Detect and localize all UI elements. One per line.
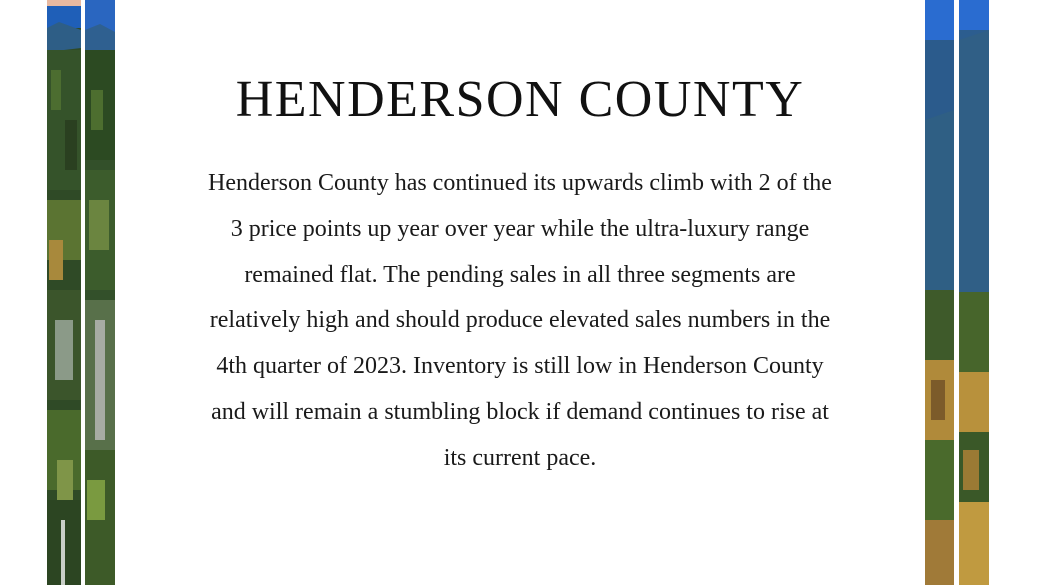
mountain-forest-image	[85, 0, 115, 585]
page-title: HENDERSON COUNTY	[235, 71, 805, 128]
body-line: its current pace.	[443, 444, 597, 471]
mountain-forest-image	[47, 0, 81, 585]
body-paragraph	[140, 161, 900, 482]
body-line: and will remain a stumbling block if demand continues to rise at	[211, 398, 829, 425]
mountain-photo-strip-right-inner	[925, 0, 954, 585]
body-line: remained flat. The pending sales in all three segments are	[244, 261, 796, 288]
mountain-photo-strip-left-outer	[47, 0, 81, 585]
mountain-forest-image	[925, 0, 954, 585]
body-line: 4th quarter of 2023. Inventory is still low in Henderson County	[216, 353, 824, 380]
body-line: Henderson County has continued its upwards climb with 2 of the	[208, 170, 832, 196]
mountain-photo-strip-left-inner	[85, 0, 115, 585]
body-line: 3 price points up year over year while the ultra-luxury range	[230, 215, 810, 242]
mountain-forest-image	[959, 0, 989, 585]
body-line: relatively high and should produce elevated sales numbers in the	[209, 307, 831, 334]
mountain-photo-strip-right-outer	[959, 0, 989, 585]
